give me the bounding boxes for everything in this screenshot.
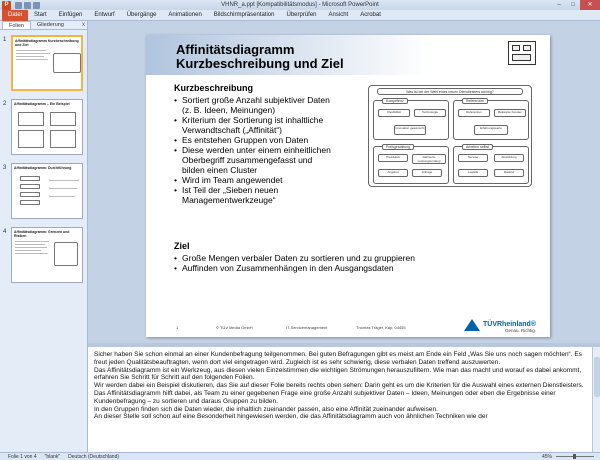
- bullet-list-ziel[interactable]: [174, 253, 534, 273]
- diagram-note: Definierte Leistungsumfang: [412, 154, 446, 164]
- diagram-group-header: Kompetenz: [382, 98, 408, 104]
- slide-thumbnail[interactable]: [11, 35, 83, 91]
- footer-module: IT-Servicemanagement: [286, 325, 328, 330]
- brand-name: TÜVRheinland®: [483, 321, 536, 328]
- slide-thumbnail[interactable]: [11, 99, 83, 155]
- diagram-note: Angebot: [378, 169, 408, 177]
- close-button[interactable]: ✕: [580, 0, 600, 10]
- slide-editing-area: [88, 21, 600, 343]
- tuv-triangle-icon: [464, 319, 480, 331]
- diagram-note: Innovation gewünscht: [394, 125, 426, 135]
- slide-canvas[interactable]: [146, 35, 550, 337]
- diagram-note: Abwicklung: [494, 154, 524, 162]
- notes-scrollbar[interactable]: [592, 347, 600, 452]
- slide-thumbnail-row[interactable]: [0, 99, 88, 161]
- thumbnail-title: Affinitätsdiagramm: Grenzen und Risiken: [14, 230, 70, 238]
- diagram-note: Rückruf: [494, 169, 524, 177]
- tab-folien[interactable]: Folien: [2, 21, 31, 29]
- brand-claim: Genau. Richtig.: [504, 328, 536, 333]
- undo-icon[interactable]: [24, 2, 31, 9]
- tab-animationen[interactable]: Animationen: [168, 11, 202, 18]
- scrollbar-thumb[interactable]: [594, 357, 600, 397]
- bullet-item: • Große Mengen verbaler Daten zu sortieren und zu gruppieren: [174, 253, 534, 263]
- redo-icon[interactable]: [33, 2, 40, 9]
- slide-title[interactable]: [176, 43, 344, 71]
- footer-copyright: © TÜV Media GmbH: [216, 325, 253, 330]
- minimize-button[interactable]: –: [557, 2, 561, 8]
- slide-title-line-2: Kurzbeschreibung und Ziel: [176, 56, 344, 71]
- tab-gliederung[interactable]: Gliederung: [36, 22, 64, 28]
- tuv-logo: [483, 321, 536, 333]
- title-bar: [0, 0, 600, 10]
- bullet-continuation: Verwandtschaft („Affinität“): [182, 125, 282, 135]
- bullet-item: • Auffinden von Zusammenhängen in den Ausgangsdaten: [174, 263, 534, 273]
- pane-close-icon[interactable]: x: [82, 22, 85, 28]
- diagram-question: Was ist bei der Wahl eines neuen Dienstleisters wichtig?: [377, 88, 523, 95]
- thumbnail-title: Affinitätsdiagramm – Ein Beispiel: [14, 102, 70, 106]
- window-title: VHNR_a.ppt [Kompatibilitätsmodus] - Microsoft PowerPoint: [221, 2, 379, 8]
- diagram-note: Logistik: [458, 169, 488, 177]
- thumbnail-title: Affinitätsdiagramm Kurzbeschreibung und Ziel: [15, 39, 79, 47]
- slide-title-line-1: Affinitätsdiagramm: [176, 42, 295, 57]
- slide-thumbnail-row[interactable]: [0, 35, 88, 97]
- tab-ueberpruefen[interactable]: Überprüfen: [286, 11, 317, 18]
- notes-paragraph: An dieser Stelle soll schon auf eine Besonderheit hingewiesen werden, die das Affinitätsdiagramm auch von ähnlichen Techniken wie der: [94, 413, 488, 421]
- section-heading-kurzbeschreibung[interactable]: Kurzbeschreibung: [174, 83, 254, 93]
- ribbon-tabs: [0, 10, 600, 21]
- notes-paragraph: Das Affinitätsdiagramm hilft dabei, als Team zu einer gegebenen Frage eine große Anzahl subjektiver Daten – Ideen, Meinungen oder eben die Ergebnisse einer Kundenbefragung – zu sortieren und daraus Gruppen zu bilden.: [94, 389, 556, 405]
- notes-paragraph: Sicher haben Sie schon einmal an einer Kundenbefragung teilgenommen. Bei guten Befragungen gibt es meist am Ende ein Feld „Was Sie uns noch sagen möchten“. Es freut jeden Qualitätsbeauftragten, wenn dort viel eingetragen wird. Zugleich ist es sehr schwierig, diese verbalen Daten treffend auszuwerten.: [94, 351, 582, 366]
- slide-footer: [146, 319, 550, 337]
- diagram-note: Flexibilität: [378, 109, 410, 117]
- slide-thumbnail[interactable]: [11, 163, 83, 219]
- slide-thumbnail-row[interactable]: [0, 227, 88, 289]
- maximize-button[interactable]: □: [571, 2, 575, 8]
- slide-thumbnail-row[interactable]: [0, 163, 88, 225]
- footer-author: Thomas Träger, Kap. 04455: [356, 325, 406, 330]
- bullet-continuation: (z. B. Ideen, Meinungen): [182, 105, 276, 115]
- quick-access-toolbar: [15, 2, 40, 9]
- diagram-group-header: Referenzen: [462, 98, 488, 104]
- tab-bildschirmpraesentation[interactable]: Bildschirmpräsentation: [213, 11, 275, 18]
- slide-number: 2: [3, 101, 7, 107]
- diagram-note: Anfrage: [412, 169, 442, 177]
- diagram-note: Bekannte Kunden: [494, 109, 526, 117]
- slide-number: 3: [3, 165, 7, 171]
- slide-thumbnail[interactable]: [11, 227, 83, 283]
- diagram-logo-icon: [508, 41, 536, 65]
- pane-tabs: [0, 21, 87, 30]
- tab-einfuegen[interactable]: Einfügen: [58, 11, 83, 18]
- notes-paragraph: Wir werden dabei ein Beispiel diskutieren, das Sie auf dieser Folie bereits rechts oben sehen: Darin geht es um die Kriterien für die Auswahl eines externen Dienstleisters.: [94, 382, 584, 390]
- bullet-item: • Kriterium der Sortierung ist inhaltliche: [174, 115, 364, 125]
- diagram-note: Preisbasis: [378, 154, 408, 162]
- bullet-list-kurzbeschreibung[interactable]: [174, 95, 364, 205]
- tab-entwurf[interactable]: Entwurf: [94, 11, 115, 18]
- tab-acrobat[interactable]: Acrobat: [360, 11, 381, 18]
- diagram-group: [373, 146, 449, 184]
- tab-start[interactable]: Start: [34, 11, 47, 18]
- diagram-group-header: Preisgestaltung: [382, 144, 414, 150]
- bullet-item: • Diese werden unter einem einheitlichen: [174, 145, 364, 155]
- affinity-diagram[interactable]: [368, 85, 532, 187]
- section-heading-ziel[interactable]: Ziel: [174, 241, 190, 251]
- diagram-group: [453, 100, 529, 140]
- thumbnail-title: Affinitätsdiagramm: Durchführung: [14, 166, 72, 170]
- bullet-item: • Ist Teil der „Sieben neuen Managementwerkzeuge“: [174, 185, 364, 205]
- bullet-item: • Sortiert große Anzahl subjektiver Daten: [174, 95, 364, 105]
- bullet-item: • Es entstehen Gruppen von Daten: [174, 135, 364, 145]
- diagram-note: Technologie: [414, 109, 446, 117]
- bullet-continuation: Oberbegriff zusammengefasst und: [182, 155, 313, 165]
- diagram-note: Referenzen: [458, 109, 490, 117]
- tab-ansicht[interactable]: Ansicht: [328, 11, 349, 18]
- footer-page-number: 1: [176, 325, 179, 330]
- notes-paragraph: In den Gruppen finden sich die Daten wieder, die inhaltlich zueinander passen, also eine Affinität zueinander aufweisen.: [94, 405, 438, 413]
- diagram-note: Erfahrungswerte: [474, 125, 508, 135]
- diagram-group: [373, 100, 449, 140]
- slide-position: Folie 1 von 4: [8, 453, 37, 460]
- slide-number: 4: [3, 229, 7, 235]
- notes-pane[interactable]: [88, 347, 592, 452]
- status-bar: [0, 452, 600, 460]
- slides-pane: [0, 21, 88, 452]
- tab-datei[interactable]: Datei: [2, 10, 28, 21]
- theme-name: "blank": [44, 453, 61, 460]
- language[interactable]: Deutsch (Deutschland): [68, 453, 120, 460]
- zoom-slider-handle[interactable]: [573, 454, 576, 459]
- tab-uebergaenge[interactable]: Übergänge: [126, 11, 157, 18]
- save-icon[interactable]: [15, 2, 22, 9]
- slide-number: 1: [3, 37, 7, 43]
- notes-paragraph: Das Affinitätsdiagramm ist ein Werkzeug, aus diesen vielen Einzelstimmen die wichtigen Strömungen herauszufiltern. Wie man das macht und worauf es dabei ankommt, erfahren Sie Schritt für Schritt auf den folgenden Folien.: [94, 366, 582, 382]
- zoom-level[interactable]: 45%: [541, 453, 552, 460]
- bullet-continuation: bilden einen Cluster: [182, 165, 258, 175]
- powerpoint-icon[interactable]: P: [2, 1, 11, 10]
- bullet-item: • Wird im Team angewendet: [174, 175, 364, 185]
- diagram-group: [453, 146, 529, 184]
- diagram-group-header: Arbeiten selbst: [462, 144, 493, 150]
- window-controls: [552, 0, 600, 10]
- diagram-note: Service: [458, 154, 488, 162]
